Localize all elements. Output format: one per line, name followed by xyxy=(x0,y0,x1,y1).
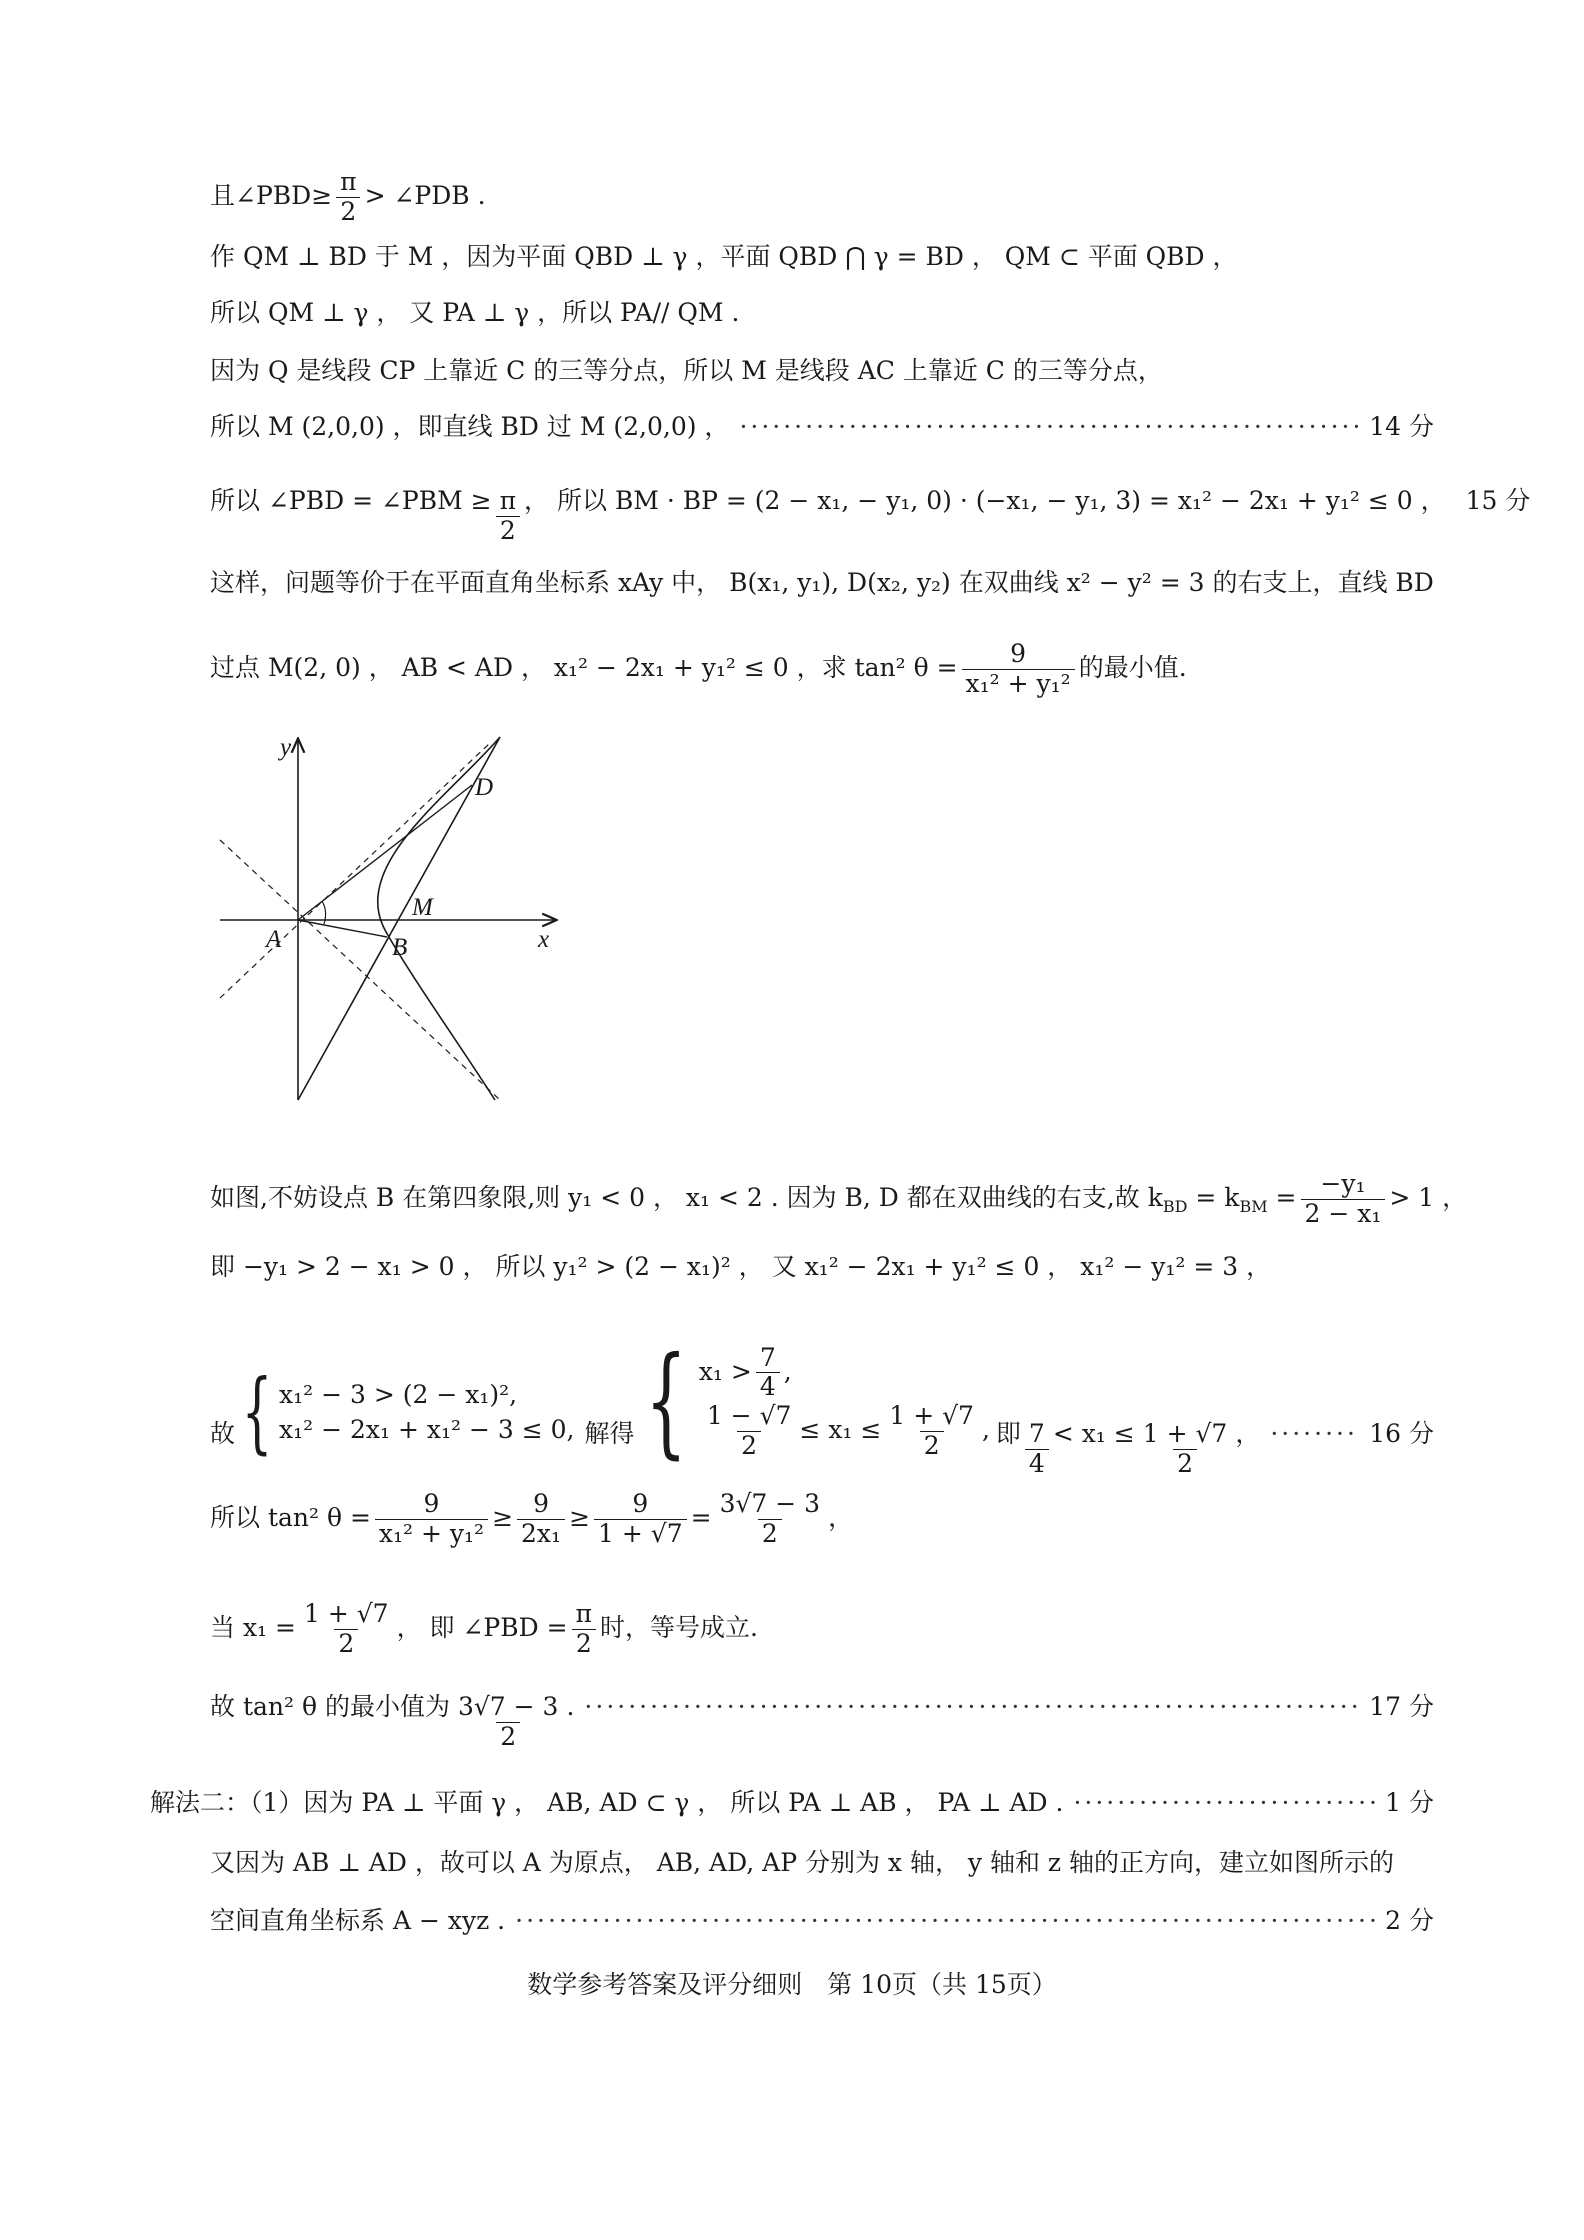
text: , xyxy=(981,1414,990,1444)
fraction xyxy=(594,1490,687,1549)
denominator: 2 − x₁ xyxy=(1301,1199,1386,1229)
numerator: 9 xyxy=(533,1489,549,1518)
text: 即 xyxy=(995,1419,1021,1448)
subscript: BM xyxy=(1239,1196,1268,1216)
denominator: 2 xyxy=(334,1629,358,1659)
text: 故 xyxy=(210,1419,236,1448)
label-d: D xyxy=(475,774,494,801)
line-10: 即 −y₁ > 2 − x₁ > 0 ， 所以 y₁² > (2 − x₁)² ， 又 x₁² − 2x₁ + y₁² ≤ 0 ， x₁² − y₁² = 3 ， xyxy=(210,1252,1272,1281)
fraction-pi-over-2 xyxy=(496,487,520,546)
denominator: 2 xyxy=(496,516,520,546)
text: 如图,不妨设点 B 在第四象限,则 y₁ < 0 ， x₁ < 2 . 因为 B, D 都在双曲线的右支,故 k xyxy=(210,1182,1163,1212)
denominator: 4 xyxy=(756,1372,780,1402)
numerator: 1 + √7 xyxy=(1142,1419,1228,1448)
numerator: π xyxy=(340,167,357,196)
line-7: 这样，问题等价于在平面直角坐标系 xAy 中， B(x₁, y₁), D(x₂, y₂) 在双曲线 x² − y² = 3 的右支上，直线 BD xyxy=(210,568,1434,597)
asymptote-1 xyxy=(220,840,500,1100)
text: 且 xyxy=(210,180,236,210)
leader-dots xyxy=(1270,1414,1359,1454)
text: 当 x₁ = xyxy=(210,1612,296,1642)
brace: { xyxy=(645,1332,688,1471)
fraction xyxy=(517,1490,565,1549)
fraction xyxy=(716,1490,825,1549)
score: 16 分 xyxy=(1369,1419,1434,1448)
label-m: M xyxy=(412,894,433,921)
fraction xyxy=(300,1600,393,1659)
denominator: x₁² + y₁² xyxy=(962,669,1075,699)
denominator: 2 xyxy=(336,197,360,227)
text: ， xyxy=(1235,1419,1261,1448)
numerator: 1 + √7 xyxy=(303,1599,389,1628)
numerator: 3√7 − 3 xyxy=(719,1489,821,1518)
leader-dots xyxy=(515,1904,1375,1938)
text: 故 tan² θ 的最小值为 xyxy=(210,1692,450,1721)
text: ∠PBD≥ xyxy=(235,180,333,210)
text: 时，等号成立. xyxy=(599,1612,758,1642)
text: 所以 tan² θ = xyxy=(210,1502,371,1532)
score: 15 分 xyxy=(1465,486,1531,515)
leader-dots xyxy=(1073,1786,1375,1820)
fraction xyxy=(1301,1170,1386,1229)
denominator: 2 xyxy=(737,1431,761,1461)
score: 1 分 xyxy=(1385,1788,1434,1817)
brace: { xyxy=(241,1360,273,1463)
line-9 xyxy=(210,1170,1467,1229)
text: 的最小值. xyxy=(1078,652,1187,682)
line-16: 又因为 AB ⊥ AD ，故可以 A 为原点， AB, AD, AP 分别为 x 轴， y 轴和 z 轴的正方向，建立如图所示的 xyxy=(210,1848,1395,1877)
text: = k xyxy=(1187,1182,1240,1212)
text: x₁ > xyxy=(698,1356,752,1386)
line-bd xyxy=(298,737,500,1100)
numerator: 7 xyxy=(759,1342,776,1372)
numerator: π xyxy=(575,1599,592,1628)
fraction xyxy=(375,1490,488,1549)
asymptote-2 xyxy=(220,743,490,998)
segment-ab xyxy=(298,920,387,937)
label-a: A xyxy=(266,926,282,953)
text: 过点 M(2, 0) ， AB < AD ， x₁² − 2x₁ + y₁² ≤ 0 ，求 tan² θ = xyxy=(210,652,958,682)
line-11 xyxy=(210,1332,1434,1479)
system-1 xyxy=(235,1360,575,1463)
label-b: B xyxy=(392,934,408,961)
numerator: 7 xyxy=(1028,1419,1045,1448)
denominator: 4 xyxy=(1025,1449,1049,1479)
line-3: 所以 QM ⊥ γ ， 又 PA ⊥ γ ，所以 PA// QM . xyxy=(210,298,740,327)
fraction xyxy=(962,640,1075,699)
line-4: 因为 Q 是线段 CP 上靠近 C 的三等分点，所以 M 是线段 AC 上靠近 C 的三等分点， xyxy=(210,356,1163,385)
line-13 xyxy=(210,1600,758,1659)
fraction xyxy=(885,1402,978,1461)
numerator: 1 − √7 xyxy=(706,1401,792,1430)
row xyxy=(699,1402,990,1461)
denominator: x₁² + y₁² xyxy=(375,1519,488,1549)
text: x₁² − 3 > (2 − x₁)², xyxy=(279,1380,518,1409)
fraction xyxy=(572,1600,596,1659)
numerator: 3√7 − 3 xyxy=(457,1692,559,1721)
denominator: 2 xyxy=(1173,1449,1197,1479)
score: 14 分 xyxy=(1369,412,1434,441)
text: x₁² − 2x₁ + x₁² − 3 ≤ 0, xyxy=(279,1415,575,1444)
denominator: 2 xyxy=(758,1519,782,1549)
text: > ∠PDB . xyxy=(364,180,486,210)
text: . xyxy=(566,1692,575,1721)
numerator: 9 xyxy=(632,1489,649,1518)
line-2: 作 QM ⊥ BD 于 M ，因为平面 QBD ⊥ γ ，平面 QBD ⋂ γ = BD ， QM ⊂ 平面 QBD ， xyxy=(210,242,1238,271)
score: 17 分 xyxy=(1369,1692,1434,1721)
text: 解法二：（1）因为 PA ⊥ 平面 γ ， AB, AD ⊂ γ ， 所以 PA ⊥ AB ， PA ⊥ AD . xyxy=(150,1788,1064,1817)
fraction xyxy=(1139,1420,1232,1479)
system-lines xyxy=(279,1377,574,1447)
numerator: 9 xyxy=(423,1489,440,1518)
text: ≤ x₁ ≤ xyxy=(799,1414,882,1444)
denominator: 2 xyxy=(496,1722,520,1752)
line-6 xyxy=(210,484,1531,546)
subscript: BD xyxy=(1162,1196,1188,1216)
hyperbola-figure xyxy=(200,725,620,1125)
line-15 xyxy=(150,1786,1434,1820)
line-17 xyxy=(210,1904,1434,1938)
numerator: −y₁ xyxy=(1320,1169,1366,1198)
line-14 xyxy=(210,1690,1434,1752)
leader-dots xyxy=(584,1690,1359,1724)
denominator: 2x₁ xyxy=(517,1519,565,1549)
fraction xyxy=(756,1344,780,1403)
text: ， 即 ∠PBD = xyxy=(396,1612,568,1642)
text: 所以 ∠PBD = ∠PBM ≥ xyxy=(210,486,492,515)
denominator: 1 + √7 xyxy=(594,1519,687,1549)
text: ≥ xyxy=(569,1502,591,1532)
system-2 xyxy=(634,1332,990,1471)
row xyxy=(699,1344,990,1403)
system-lines xyxy=(699,1344,990,1461)
label-y: y xyxy=(280,734,292,761)
leader-dots xyxy=(739,410,1359,444)
page-footer: 数学参考答案及评分细则 第 10页（共 15页） xyxy=(527,1970,1057,1999)
fraction xyxy=(703,1402,796,1461)
text: > 1 ， xyxy=(1389,1182,1468,1212)
text: = xyxy=(690,1502,712,1532)
line-8 xyxy=(210,640,1187,699)
label-x: x xyxy=(538,926,550,953)
text: 空间直角坐标系 A − xyz . xyxy=(210,1906,506,1935)
text: < x₁ ≤ xyxy=(1052,1419,1135,1448)
text: ≥ xyxy=(492,1502,514,1532)
score: 2 分 xyxy=(1385,1906,1434,1935)
fraction xyxy=(454,1693,563,1752)
line-12 xyxy=(210,1490,853,1549)
fraction xyxy=(1025,1420,1049,1479)
numerator: 1 + √7 xyxy=(889,1401,974,1430)
text: = xyxy=(1267,1182,1297,1212)
numerator: 9 xyxy=(1010,639,1027,668)
text: 解得 xyxy=(584,1419,635,1448)
line-1 xyxy=(210,168,486,227)
segment-ad xyxy=(298,785,472,920)
fraction-pi-over-2 xyxy=(336,168,360,227)
text: , xyxy=(783,1356,792,1386)
text: 所以 M (2,0,0) ，即直线 BD 过 M (2,0,0) ， xyxy=(210,412,730,441)
text: ， 所以 BM · BP = (2 − x₁, − y₁, 0) · (−x₁, − y₁, 3) = x₁² − 2x₁ + y₁² ≤ 0 ， xyxy=(524,486,1446,515)
numerator: π xyxy=(499,486,517,515)
text: ， xyxy=(828,1502,854,1532)
denominator: 2 xyxy=(572,1629,596,1659)
denominator: 2 xyxy=(920,1431,944,1461)
line-5 xyxy=(210,410,1434,444)
